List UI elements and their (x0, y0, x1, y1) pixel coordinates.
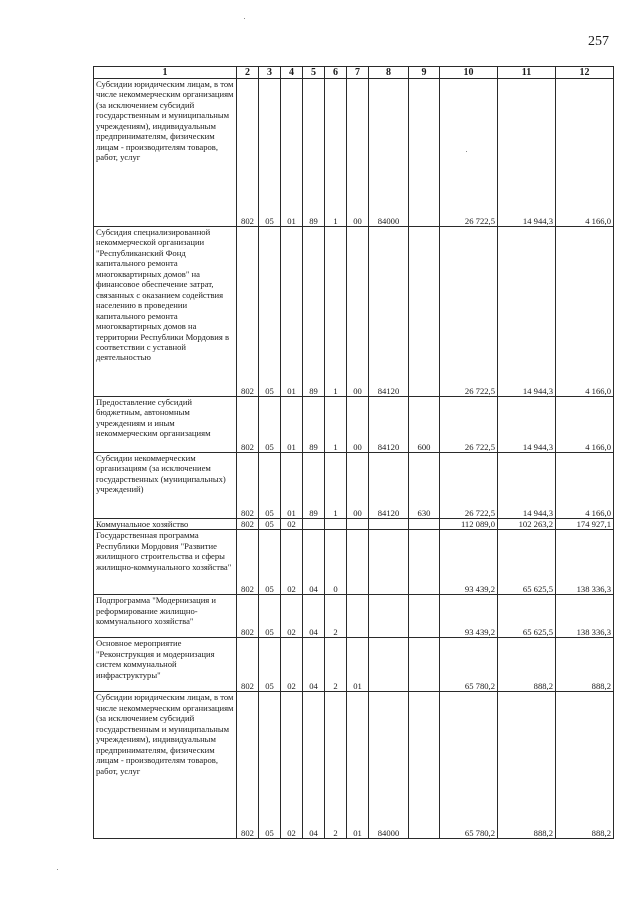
header-cell: 12 (556, 67, 614, 79)
amount-year-2-cell: 14 944,3 (498, 397, 556, 453)
section-cell: 05 (259, 453, 281, 519)
table-row (94, 397, 614, 453)
header-cell: 8 (369, 67, 409, 79)
direction-cell (369, 519, 409, 530)
table-header-row (94, 67, 614, 79)
amount-year-3-cell: 4 166,0 (556, 227, 614, 397)
header-cell: 3 (259, 67, 281, 79)
section-cell: 05 (259, 519, 281, 530)
table-row (94, 530, 614, 595)
program-cell: 89 (303, 397, 325, 453)
program-cell (303, 519, 325, 530)
direction-cell: 84000 (369, 692, 409, 839)
event-cell: 00 (347, 79, 369, 227)
expense-type-cell (409, 638, 440, 692)
section-cell: 05 (259, 227, 281, 397)
amount-year-2-cell: 14 944,3 (498, 79, 556, 227)
header-cell: 2 (237, 67, 259, 79)
amount-year-1-cell: 26 722,5 (440, 453, 498, 519)
header-cell: 5 (303, 67, 325, 79)
row-description: Субсидия специализированной некоммерческой организации "Республиканский Фонд капитального ремонта многоквартирных домов" на финансовое обеспечение затрат, связанных с оказанием содействия населению в проведении капитального ремонта многоквартирных домов на территории Республики Мордовия в соответствии с уставной деятельностью (94, 227, 237, 397)
subprogram-cell (325, 519, 347, 530)
amount-year-2-cell: 888,2 (498, 638, 556, 692)
amount-year-2-cell: 65 625,5 (498, 530, 556, 595)
subsection-cell: 01 (281, 79, 303, 227)
event-cell: 01 (347, 692, 369, 839)
table-row (94, 638, 614, 692)
direction-cell: 84120 (369, 453, 409, 519)
row-description: Государственная программа Республики Мордовия "Развитие жилищного строительства и сферы жилищно-коммунального хозяйства" (94, 530, 237, 595)
amount-year-2-cell: 102 263,2 (498, 519, 556, 530)
expense-type-cell (409, 595, 440, 638)
table-row (94, 79, 614, 227)
amount-year-1-cell: 65 780,2 (440, 638, 498, 692)
amount-year-1-cell: 26 722,5 (440, 397, 498, 453)
program-cell: 04 (303, 595, 325, 638)
section-cell: 05 (259, 79, 281, 227)
amount-year-1-cell: 93 439,2 (440, 595, 498, 638)
amount-year-3-cell: 4 166,0 (556, 453, 614, 519)
direction-cell: 84120 (369, 397, 409, 453)
subsection-cell: 01 (281, 227, 303, 397)
kbk-code-cell: 802 (237, 519, 259, 530)
event-cell (347, 530, 369, 595)
table-row (94, 595, 614, 638)
table-row (94, 692, 614, 839)
header-cell: 7 (347, 67, 369, 79)
table-row (94, 453, 614, 519)
amount-year-2-cell: 14 944,3 (498, 453, 556, 519)
header-cell: 9 (409, 67, 440, 79)
section-cell: 05 (259, 638, 281, 692)
subprogram-cell: 1 (325, 453, 347, 519)
direction-cell: 84120 (369, 227, 409, 397)
amount-year-1-cell: 26 722,5 (440, 227, 498, 397)
program-cell: 04 (303, 530, 325, 595)
amount-year-1-cell: 26 722,5 (440, 79, 498, 227)
amount-year-3-cell: 138 336,3 (556, 595, 614, 638)
event-cell: 00 (347, 227, 369, 397)
row-description: Субсидии юридическим лицам, в том числе некоммерческим организациям (за исключением субсидий государственным и муниципальным учреждениям), индивидуальным предпринимателям, физическим лицам - производителям товаров, работ, услуг (94, 692, 237, 839)
subprogram-cell: 1 (325, 227, 347, 397)
event-cell (347, 595, 369, 638)
amount-year-3-cell: 888,2 (556, 692, 614, 839)
direction-cell (369, 530, 409, 595)
table-row (94, 519, 614, 530)
subsection-cell: 01 (281, 453, 303, 519)
direction-cell: 84000 (369, 79, 409, 227)
kbk-code-cell: 802 (237, 692, 259, 839)
expense-type-cell (409, 692, 440, 839)
section-cell: 05 (259, 397, 281, 453)
amount-year-1-cell: 65 780,2 (440, 692, 498, 839)
subprogram-cell: 2 (325, 692, 347, 839)
subprogram-cell: 0 (325, 530, 347, 595)
subprogram-cell: 1 (325, 79, 347, 227)
kbk-code-cell: 802 (237, 530, 259, 595)
section-cell: 05 (259, 692, 281, 839)
subprogram-cell: 1 (325, 397, 347, 453)
subsection-cell: 01 (281, 397, 303, 453)
budget-table (93, 66, 614, 839)
header-cell: 10 (440, 67, 498, 79)
amount-year-3-cell: 4 166,0 (556, 397, 614, 453)
row-description: Подпрограмма "Модернизация и реформирование жилищно-коммунального хозяйства" (94, 595, 237, 638)
event-cell: 01 (347, 638, 369, 692)
header-cell: 4 (281, 67, 303, 79)
amount-year-1-cell: 112 089,0 (440, 519, 498, 530)
expense-type-cell (409, 227, 440, 397)
scan-speck (57, 869, 58, 870)
kbk-code-cell: 802 (237, 595, 259, 638)
expense-type-cell (409, 79, 440, 227)
direction-cell (369, 638, 409, 692)
row-description: Субсидии юридическим лицам, в том числе некоммерческим организациям (за исключением субсидий государственным и муниципальным учреждениям), индивидуальным предпринимателям, физическим лицам - производителям товаров, работ, услуг (94, 79, 237, 227)
event-cell: 00 (347, 397, 369, 453)
program-cell: 04 (303, 692, 325, 839)
amount-year-2-cell: 65 625,5 (498, 595, 556, 638)
expense-type-cell: 630 (409, 453, 440, 519)
expense-type-cell (409, 519, 440, 530)
subsection-cell: 02 (281, 692, 303, 839)
event-cell (347, 519, 369, 530)
header-cell: 11 (498, 67, 556, 79)
amount-year-3-cell: 4 166,0 (556, 79, 614, 227)
kbk-code-cell: 802 (237, 397, 259, 453)
kbk-code-cell: 802 (237, 227, 259, 397)
page-number: 257 (588, 34, 609, 49)
table-row (94, 227, 614, 397)
amount-year-2-cell: 14 944,3 (498, 227, 556, 397)
program-cell: 89 (303, 227, 325, 397)
kbk-code-cell: 802 (237, 453, 259, 519)
kbk-code-cell: 802 (237, 638, 259, 692)
expense-type-cell: 600 (409, 397, 440, 453)
subsection-cell: 02 (281, 519, 303, 530)
row-description: Основное мероприятие "Реконструкция и модернизация систем коммунальной инфраструктуры" (94, 638, 237, 692)
program-cell: 89 (303, 453, 325, 519)
row-description: Субсидии некоммерческим организациям (за исключением государственных (муниципальных) учреждений) (94, 453, 237, 519)
amount-year-1-cell: 93 439,2 (440, 530, 498, 595)
scan-speck (244, 18, 245, 19)
expense-type-cell (409, 530, 440, 595)
amount-year-3-cell: 888,2 (556, 638, 614, 692)
subsection-cell: 02 (281, 638, 303, 692)
header-cell: 1 (94, 67, 237, 79)
subprogram-cell: 2 (325, 638, 347, 692)
amount-year-3-cell: 138 336,3 (556, 530, 614, 595)
section-cell: 05 (259, 530, 281, 595)
kbk-code-cell: 802 (237, 79, 259, 227)
section-cell: 05 (259, 595, 281, 638)
event-cell: 00 (347, 453, 369, 519)
subprogram-cell: 2 (325, 595, 347, 638)
scan-speck (466, 151, 467, 152)
program-cell: 89 (303, 79, 325, 227)
amount-year-2-cell: 888,2 (498, 692, 556, 839)
direction-cell (369, 595, 409, 638)
row-description: Предоставление субсидий бюджетным, автономным учреждениям и иным некоммерческим организациям (94, 397, 237, 453)
subsection-cell: 02 (281, 530, 303, 595)
subsection-cell: 02 (281, 595, 303, 638)
header-cell: 6 (325, 67, 347, 79)
row-description: Коммунальное хозяйство (94, 519, 237, 530)
amount-year-3-cell: 174 927,1 (556, 519, 614, 530)
program-cell: 04 (303, 638, 325, 692)
